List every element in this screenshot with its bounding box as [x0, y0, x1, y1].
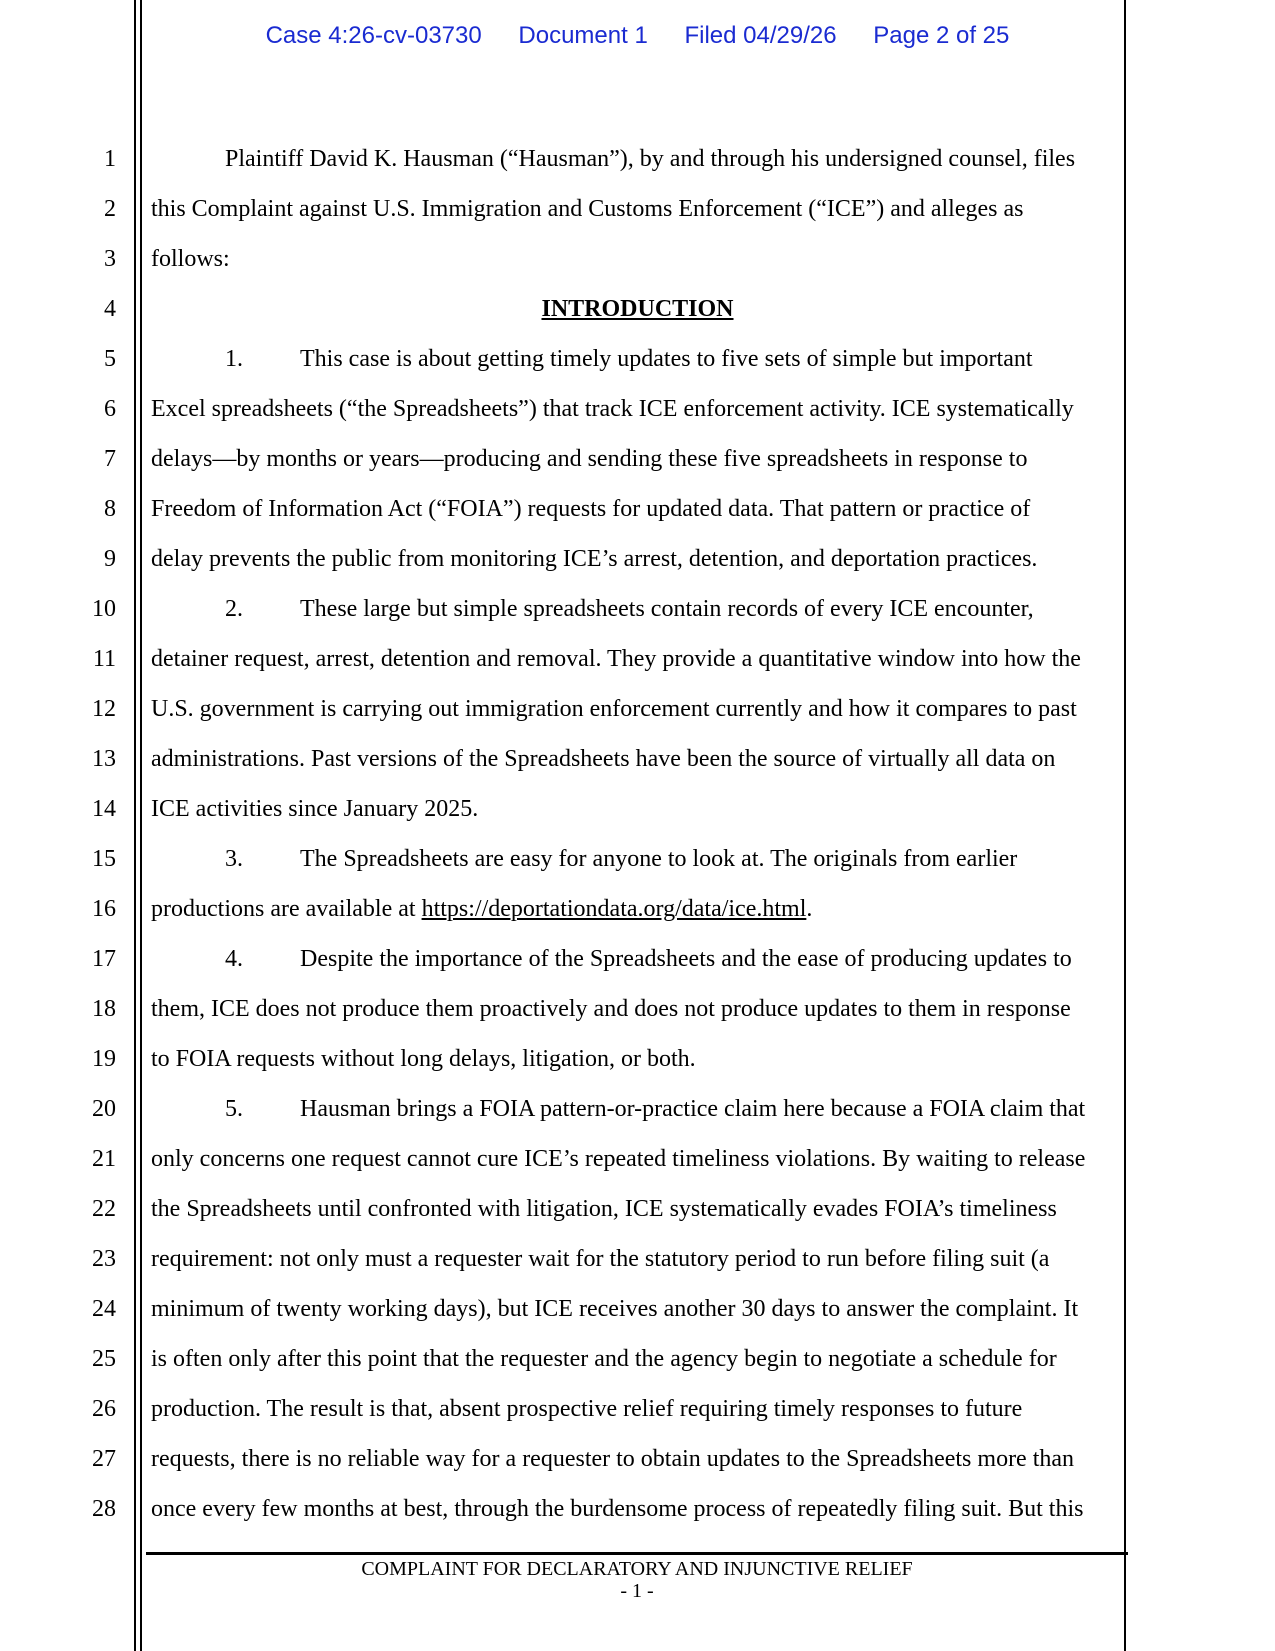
line-number: 6 — [104, 396, 116, 422]
body-line: U.S. government is carrying out immigration enforcement currently and how it compares to past — [151, 696, 1077, 722]
body-line: only concerns one request cannot cure ICE’s repeated timeliness violations. By waiting to release — [151, 1146, 1086, 1172]
line-number: 12 — [92, 696, 116, 722]
line-number: 3 — [104, 246, 116, 272]
page-indicator: Page 2 of 25 — [873, 22, 1010, 49]
body-line: productions are available at https://deportationdata.org/data/ice.html. — [151, 896, 813, 922]
body-line: to FOIA requests without long delays, litigation, or both. — [151, 1046, 696, 1072]
paragraph-3-first-line: 3. The Spreadsheets are easy for anyone to look at. The originals from earlier — [225, 846, 1018, 872]
line-number: 13 — [92, 746, 116, 772]
paragraph-number: 5. — [225, 1096, 243, 1122]
line-number: 25 — [92, 1346, 116, 1372]
line-number: 23 — [92, 1246, 116, 1272]
paragraph-1-first-line: 1. This case is about getting timely updates to five sets of simple but important — [225, 346, 1033, 372]
body-line: Excel spreadsheets (“the Spreadsheets”) that track ICE enforcement activity. ICE systematically — [151, 396, 1074, 422]
footer-title: COMPLAINT FOR DECLARATORY AND INJUNCTIVE RELIEF — [361, 1558, 913, 1580]
line-number: 11 — [92, 646, 116, 672]
paragraph-number: 2. — [225, 596, 243, 622]
left-margin-rule-outer — [134, 0, 136, 1651]
line-number: 8 — [104, 496, 116, 522]
line-number: 18 — [92, 996, 116, 1022]
line-number: 2 — [104, 196, 116, 222]
right-margin-rule — [1124, 0, 1126, 1651]
left-margin-rule-inner — [140, 0, 142, 1651]
footer-rule — [146, 1552, 1128, 1555]
paragraph-number: 4. — [225, 946, 243, 972]
paragraph-2-first-line: 2. These large but simple spreadsheets contain records of every ICE encounter, — [225, 596, 1034, 622]
line-number: 28 — [92, 1496, 116, 1522]
line-number: 14 — [92, 796, 116, 822]
line-number: 1 — [104, 146, 116, 172]
line-number: 20 — [92, 1096, 116, 1122]
body-line: Plaintiff David K. Hausman (“Hausman”), by and through his undersigned counsel, files — [225, 146, 1076, 172]
body-line: once every few months at best, through the burdensome process of repeatedly filing suit. But this — [151, 1496, 1084, 1522]
body-line: minimum of twenty working days), but ICE receives another 30 days to answer the complaint. It — [151, 1296, 1079, 1322]
line-number: 5 — [104, 346, 116, 372]
line-number: 4 — [104, 296, 116, 322]
body-line: requests, there is no reliable way for a requester to obtain updates to the Spreadsheets more than — [151, 1446, 1075, 1472]
body-line: detainer request, arrest, detention and removal. They provide a quantitative window into how the — [151, 646, 1081, 672]
line-number: 16 — [92, 896, 116, 922]
body-line: follows: — [151, 246, 230, 272]
paragraph-5-first-line: 5. Hausman brings a FOIA pattern-or-practice claim here because a FOIA claim that — [225, 1096, 1086, 1122]
line-number: 27 — [92, 1446, 116, 1472]
body-line: them, ICE does not produce them proactively and does not produce updates to them in response — [151, 996, 1071, 1022]
paragraph-number: 1. — [225, 346, 243, 372]
deportationdata-link[interactable]: https://deportationdata.org/data/ice.html — [421, 896, 807, 922]
body-line: this Complaint against U.S. Immigration and Customs Enforcement (“ICE”) and alleges as — [151, 196, 1024, 222]
line-number: 21 — [92, 1146, 116, 1172]
document-number: Document 1 — [518, 22, 648, 49]
footer-page-number: - 1 - — [620, 1580, 654, 1602]
case-header-stamp — [0, 22, 1275, 50]
body-line: Freedom of Information Act (“FOIA”) requests for updated data. That pattern or practice of — [151, 496, 1031, 522]
body-line: production. The result is that, absent prospective relief requiring timely responses to future — [151, 1396, 1023, 1422]
body-line: ICE activities since January 2025. — [151, 796, 479, 822]
line-number: 26 — [92, 1396, 116, 1422]
line-number: 9 — [104, 546, 116, 572]
line-number: 24 — [92, 1296, 116, 1322]
line-number: 7 — [104, 446, 116, 472]
paragraph-number: 3. — [225, 846, 243, 872]
body-line: requirement: not only must a requester wait for the statutory period to run before filing suit (a — [151, 1246, 1050, 1272]
body-line: administrations. Past versions of the Spreadsheets have been the source of virtually all data on — [151, 746, 1056, 772]
body-line: delay prevents the public from monitoring ICE’s arrest, detention, and deportation practices. — [151, 546, 1038, 572]
line-number: 22 — [92, 1196, 116, 1222]
line-number: 15 — [92, 846, 116, 872]
case-number: Case 4:26-cv-03730 — [265, 22, 482, 49]
line-number: 19 — [92, 1046, 116, 1072]
paragraph-4-first-line: 4. Despite the importance of the Spreadsheets and the ease of producing updates to — [225, 946, 1072, 972]
body-line: delays—by months or years—producing and sending these five spreadsheets in response to — [151, 446, 1028, 472]
filed-date: Filed 04/29/26 — [684, 22, 837, 49]
body-line: the Spreadsheets until confronted with litigation, ICE systematically evades FOIA’s timeliness — [151, 1196, 1057, 1222]
section-heading: INTRODUCTION — [541, 296, 734, 322]
body-line: is often only after this point that the requester and the agency begin to negotiate a schedule for — [151, 1346, 1057, 1372]
line-number: 17 — [92, 946, 116, 972]
line-number: 10 — [92, 596, 116, 622]
